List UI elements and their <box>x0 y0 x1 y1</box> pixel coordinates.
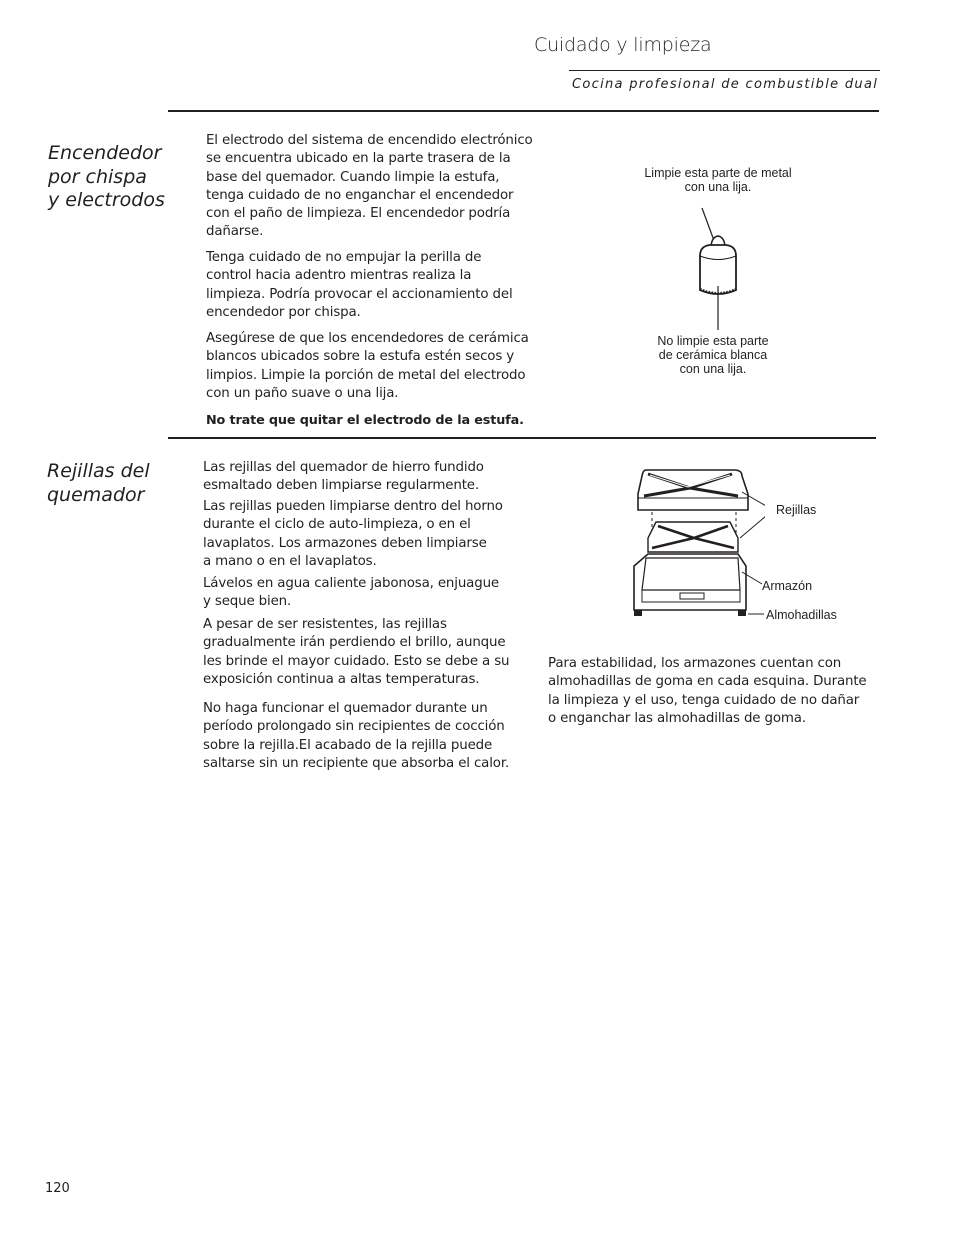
paragraph <box>203 498 503 571</box>
label-line: No limpie esta parte <box>657 334 769 348</box>
label-line: de cerámica blanca <box>658 348 768 362</box>
grate-illustration <box>630 466 765 621</box>
text-line: saltarse sin un recipiente que absorba el calor. <box>203 755 510 771</box>
text-line: período prolongado sin recipientes de cocción <box>203 719 505 735</box>
text-line: almohadillas de goma en cada esquina. Durante <box>548 674 867 690</box>
text-line: les brinde el mayor cuidado. Esto se debe a su <box>203 653 510 669</box>
paragraph <box>203 459 484 496</box>
text-line: lavaplatos. Los armazones deben limpiarse <box>203 535 487 551</box>
text-line: blancos ubicados sobre la estufa estén secos y <box>206 349 515 365</box>
paragraph <box>206 132 533 242</box>
section-title-line: quemador <box>47 483 145 506</box>
text-line: la limpieza y el uso, tenga cuidado de no dañar <box>548 692 860 708</box>
text-line: tenga cuidado de no enganchar el encendedor <box>206 187 514 203</box>
text-line: El electrodo del sistema de encendido electrónico <box>206 133 533 148</box>
text-line: control hacia adentro mientras realiza la <box>206 268 472 284</box>
section-title-line: Rejillas del <box>47 460 150 482</box>
text-line: y seque bien. <box>203 594 292 610</box>
text-line: base del quemador. Cuando limpie la estufa, <box>206 169 500 185</box>
text-line: gradualmente irán perdiendo el brillo, aunque <box>203 635 506 651</box>
paragraph <box>206 249 513 322</box>
label-line: con una lija. <box>684 180 752 194</box>
text-line: Asegúrese de que los encendedores de cerámica <box>206 331 529 346</box>
paragraph <box>206 330 529 403</box>
paragraph <box>203 575 499 612</box>
section-title-line: y electrodos <box>48 189 165 211</box>
figure-label-pads: Almohadillas <box>766 608 837 622</box>
section-divider-top <box>168 110 879 112</box>
text-line: A pesar de ser resistentes, las rejillas <box>203 617 447 632</box>
figure-label-grates: Rejillas <box>776 503 817 517</box>
text-line: Las rejillas pueden limpiarse dentro del horno <box>203 499 503 514</box>
text-line: esmaltado deben limpiarse regularmente. <box>203 478 479 494</box>
section-title-grates <box>47 460 150 507</box>
text-line: se encuentra ubicado en la parte trasera de la <box>206 151 511 167</box>
text-line: sobre la rejilla.El acabado de la rejilla puede <box>203 737 493 753</box>
text-line: exposición continua a altas temperaturas. <box>203 671 480 687</box>
section-divider-middle <box>168 437 876 439</box>
text-line: con un paño suave o una lija. <box>206 385 399 401</box>
figure-label-metal <box>628 166 808 194</box>
text-line: limpieza. Podría provocar el accionamiento del <box>206 286 513 302</box>
page-header-subtitle: Cocina profesional de combustible dual <box>572 77 879 92</box>
section-title-igniter <box>48 142 165 213</box>
text-line: Las rejillas del quemador de hierro fundido <box>203 460 484 475</box>
section-title-line: Encendedor <box>48 142 162 164</box>
paragraph <box>203 700 509 773</box>
paragraph-rubber-pads <box>548 655 867 728</box>
electrode-illustration <box>680 200 760 335</box>
page-number: 120 <box>45 1181 70 1196</box>
text-line: No haga funcionar el quemador durante un <box>203 701 488 716</box>
rubber-pad <box>738 610 746 616</box>
text-line: durante el ciclo de auto-limpieza, o en el <box>203 517 471 533</box>
page-header-title: Cuidado y limpieza <box>534 34 712 56</box>
header-divider <box>569 70 880 71</box>
section-title-line: por chispa <box>48 165 147 188</box>
label-line: con una lija. <box>679 362 747 376</box>
text-line: dañarse. <box>206 224 264 240</box>
text-line: con el paño de limpieza. El encendedor podría <box>206 206 511 222</box>
paragraph <box>203 616 509 689</box>
text-line: encendedor por chispa. <box>206 304 361 320</box>
figure-label-frame: Armazón <box>762 579 813 593</box>
text-line: Lávelos en agua caliente jabonosa, enjuague <box>203 576 499 591</box>
text-line: limpios. Limpie la porción de metal del electrodo <box>206 367 526 383</box>
text-line: a mano o en el lavaplatos. <box>203 553 377 569</box>
rubber-pad <box>634 610 642 616</box>
label-line: Limpie esta parte de metal <box>644 166 792 180</box>
text-line: o enganchar las almohadillas de goma. <box>548 710 806 726</box>
warning-note: No trate que quitar el electrodo de la estufa. <box>206 413 524 428</box>
text-line: Tenga cuidado de no empujar la perilla de <box>206 250 482 265</box>
text-line: Para estabilidad, los armazones cuentan con <box>548 656 842 671</box>
figure-label-ceramic <box>623 334 803 376</box>
